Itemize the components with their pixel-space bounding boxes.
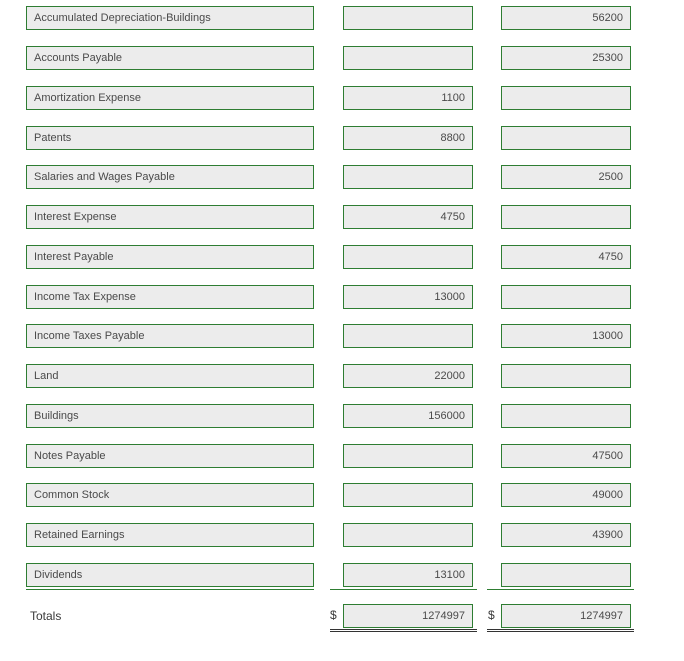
underline-rule <box>330 589 477 590</box>
account-name-input[interactable] <box>26 285 314 309</box>
debit-input[interactable] <box>343 86 473 110</box>
debit-input[interactable] <box>343 46 473 70</box>
credit-input[interactable] <box>501 245 631 269</box>
totals-row <box>0 604 684 630</box>
account-name-input[interactable] <box>26 563 314 587</box>
double-underline <box>330 629 477 632</box>
account-row <box>0 245 684 271</box>
total-debit-input[interactable] <box>343 604 473 628</box>
account-name-input[interactable] <box>26 165 314 189</box>
debit-input[interactable] <box>343 444 473 468</box>
credit-input[interactable] <box>501 483 631 507</box>
underline-rule <box>487 589 634 590</box>
account-name-input[interactable] <box>26 46 314 70</box>
debit-input[interactable] <box>343 324 473 348</box>
account-name-input[interactable] <box>26 86 314 110</box>
credit-input[interactable] <box>501 205 631 229</box>
account-name-input[interactable] <box>26 324 314 348</box>
credit-input[interactable] <box>501 126 631 150</box>
account-row <box>0 523 684 549</box>
credit-input[interactable] <box>501 444 631 468</box>
double-underline <box>487 629 634 632</box>
debit-input[interactable] <box>343 205 473 229</box>
account-row <box>0 563 684 589</box>
credit-dollar-sign: $ <box>488 608 495 622</box>
debit-input[interactable] <box>343 6 473 30</box>
account-row <box>0 404 684 430</box>
debit-input[interactable] <box>343 364 473 388</box>
account-row <box>0 285 684 311</box>
account-row <box>0 324 684 350</box>
underline-rule <box>26 589 314 590</box>
account-row <box>0 165 684 191</box>
credit-input[interactable] <box>501 563 631 587</box>
debit-dollar-sign: $ <box>330 608 337 622</box>
account-row <box>0 364 684 390</box>
credit-input[interactable] <box>501 6 631 30</box>
account-name-input[interactable] <box>26 126 314 150</box>
account-name-input[interactable] <box>26 6 314 30</box>
debit-input[interactable] <box>343 404 473 428</box>
account-row <box>0 483 684 509</box>
account-name-input[interactable] <box>26 364 314 388</box>
account-name-input[interactable] <box>26 444 314 468</box>
credit-input[interactable] <box>501 46 631 70</box>
account-name-input[interactable] <box>26 483 314 507</box>
account-row <box>0 444 684 470</box>
credit-input[interactable] <box>501 324 631 348</box>
credit-input[interactable] <box>501 404 631 428</box>
account-name-input[interactable] <box>26 404 314 428</box>
account-row <box>0 86 684 112</box>
account-row <box>0 126 684 152</box>
credit-input[interactable] <box>501 165 631 189</box>
account-row <box>0 6 684 32</box>
credit-input[interactable] <box>501 86 631 110</box>
debit-input[interactable] <box>343 165 473 189</box>
account-row <box>0 46 684 72</box>
debit-input[interactable] <box>343 126 473 150</box>
debit-input[interactable] <box>343 245 473 269</box>
debit-input[interactable] <box>343 523 473 547</box>
debit-input[interactable] <box>343 483 473 507</box>
account-row <box>0 205 684 231</box>
credit-input[interactable] <box>501 364 631 388</box>
credit-input[interactable] <box>501 523 631 547</box>
account-name-input[interactable] <box>26 523 314 547</box>
account-name-input[interactable] <box>26 245 314 269</box>
totals-label: Totals <box>30 609 62 623</box>
total-credit-input[interactable] <box>501 604 631 628</box>
debit-input[interactable] <box>343 563 473 587</box>
debit-input[interactable] <box>343 285 473 309</box>
credit-input[interactable] <box>501 285 631 309</box>
account-name-input[interactable] <box>26 205 314 229</box>
